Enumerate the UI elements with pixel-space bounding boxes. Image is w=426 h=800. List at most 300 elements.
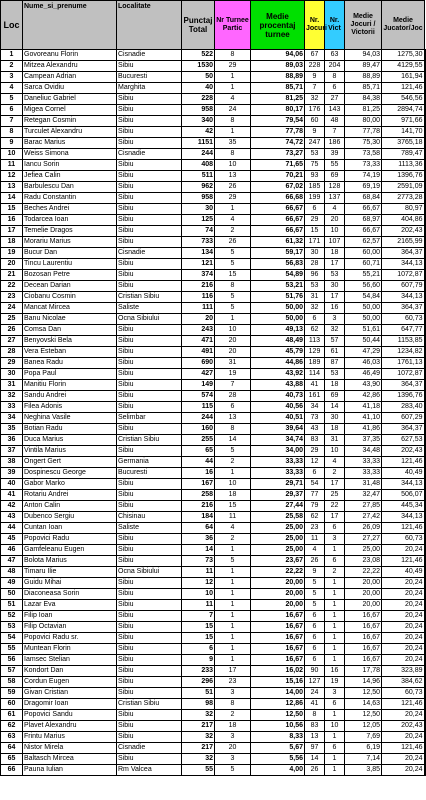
cell-medie-jucator-joc[interactable]: 20,24 <box>382 611 425 622</box>
cell-nr-vict[interactable]: 1 <box>325 545 345 556</box>
cell-nr-vict[interactable]: 3 <box>325 534 345 545</box>
cell-localitate[interactable]: Sibiu <box>117 721 182 732</box>
cell-medie-jucator-joc[interactable]: 20,24 <box>382 710 425 721</box>
cell-nr-jocuri[interactable]: 90 <box>305 666 325 677</box>
cell-name[interactable]: Dubenco Sergiu <box>23 512 117 523</box>
cell-medie-jocuri-victorii[interactable]: 73,58 <box>345 149 382 160</box>
cell-nr-turnee[interactable]: 26 <box>215 182 251 193</box>
cell-medie-jocuri-victorii[interactable]: 77,78 <box>345 127 382 138</box>
cell-medie-jucator-joc[interactable]: 202,43 <box>382 721 425 732</box>
cell-medie-jocuri-victorii[interactable]: 22,22 <box>345 567 382 578</box>
cell-medie-jucator-joc[interactable]: 20,24 <box>382 589 425 600</box>
cell-nr-turnee[interactable]: 19 <box>215 369 251 380</box>
cell-localitate[interactable]: Sibiu <box>117 600 182 611</box>
cell-localitate[interactable]: Sibiu <box>117 391 182 402</box>
cell-medie-procentaj[interactable]: 40,51 <box>251 413 305 424</box>
cell-loc[interactable]: 40 <box>1 479 23 490</box>
cell-punctaj[interactable]: 16 <box>182 468 215 479</box>
cell-medie-jucator-joc[interactable]: 20,24 <box>382 622 425 633</box>
cell-punctaj[interactable]: 36 <box>182 534 215 545</box>
cell-medie-procentaj[interactable]: 73,27 <box>251 149 305 160</box>
cell-medie-jocuri-victorii[interactable]: 20,00 <box>345 589 382 600</box>
cell-nr-vict[interactable]: 63 <box>325 50 345 61</box>
cell-nr-jocuri[interactable]: 127 <box>305 677 325 688</box>
cell-name[interactable]: Mancat Mircea <box>23 303 117 314</box>
cell-nr-vict[interactable]: 17 <box>325 512 345 523</box>
table-row[interactable] <box>1 644 425 655</box>
cell-nr-jocuri[interactable]: 247 <box>305 138 325 149</box>
cell-medie-jocuri-victorii[interactable]: 14,63 <box>345 699 382 710</box>
cell-medie-procentaj[interactable]: 29,37 <box>251 490 305 501</box>
cell-nr-turnee[interactable]: 8 <box>215 699 251 710</box>
cell-medie-jucator-joc[interactable]: 121,46 <box>382 83 425 94</box>
cell-loc[interactable]: 19 <box>1 248 23 259</box>
cell-nr-turnee[interactable]: 1 <box>215 468 251 479</box>
cell-punctaj[interactable]: 111 <box>182 303 215 314</box>
cell-nr-vict[interactable]: 18 <box>325 380 345 391</box>
cell-nr-vict[interactable]: 69 <box>325 171 345 182</box>
cell-nr-vict[interactable]: 31 <box>325 435 345 446</box>
table-row[interactable] <box>1 204 425 215</box>
cell-nr-jocuri[interactable]: 30 <box>305 248 325 259</box>
cell-nr-turnee[interactable]: 1 <box>215 204 251 215</box>
cell-loc[interactable]: 7 <box>1 116 23 127</box>
cell-loc[interactable]: 9 <box>1 138 23 149</box>
cell-punctaj[interactable]: 50 <box>182 72 215 83</box>
cell-medie-procentaj[interactable]: 59,17 <box>251 248 305 259</box>
cell-nr-vict[interactable]: 6 <box>325 556 345 567</box>
table-row[interactable] <box>1 50 425 61</box>
cell-nr-turnee[interactable]: 20 <box>215 743 251 754</box>
cell-medie-jocuri-victorii[interactable]: 25,00 <box>345 545 382 556</box>
cell-localitate[interactable]: Rm Valcea <box>117 765 182 776</box>
cell-medie-jocuri-victorii[interactable]: 84,38 <box>345 94 382 105</box>
cell-loc[interactable]: 2 <box>1 61 23 72</box>
table-row[interactable] <box>1 424 425 435</box>
cell-nr-vict[interactable]: 204 <box>325 61 345 72</box>
cell-medie-jocuri-victorii[interactable]: 66,67 <box>345 204 382 215</box>
cell-nr-turnee[interactable]: 4 <box>215 215 251 226</box>
table-row[interactable] <box>1 578 425 589</box>
cell-loc[interactable]: 41 <box>1 490 23 501</box>
cell-medie-procentaj[interactable]: 50,00 <box>251 314 305 325</box>
cell-localitate[interactable]: Sibiu <box>117 501 182 512</box>
cell-loc[interactable]: 34 <box>1 413 23 424</box>
cell-nr-vict[interactable]: 3 <box>325 688 345 699</box>
cell-loc[interactable]: 20 <box>1 259 23 270</box>
cell-nr-jocuri[interactable]: 4 <box>305 545 325 556</box>
cell-punctaj[interactable]: 64 <box>182 523 215 534</box>
cell-nr-jocuri[interactable]: 185 <box>305 182 325 193</box>
cell-medie-procentaj[interactable]: 29,71 <box>251 479 305 490</box>
cell-nr-jocuri[interactable]: 113 <box>305 336 325 347</box>
cell-medie-jocuri-victorii[interactable]: 34,48 <box>345 446 382 457</box>
cell-punctaj[interactable]: 1151 <box>182 138 215 149</box>
cell-punctaj[interactable]: 374 <box>182 270 215 281</box>
cell-nr-jocuri[interactable]: 176 <box>305 105 325 116</box>
cell-name[interactable]: Popovici Radu sr. <box>23 633 117 644</box>
table-row[interactable] <box>1 534 425 545</box>
cell-punctaj[interactable]: 32 <box>182 710 215 721</box>
cell-localitate[interactable]: Sibiu <box>117 204 182 215</box>
cell-nr-turnee[interactable]: 1 <box>215 633 251 644</box>
cell-medie-jucator-joc[interactable]: 384,62 <box>382 677 425 688</box>
cell-nr-jocuri[interactable]: 54 <box>305 479 325 490</box>
cell-nr-vict[interactable]: 10 <box>325 226 345 237</box>
cell-medie-jocuri-victorii[interactable]: 88,89 <box>345 72 382 83</box>
cell-medie-jocuri-victorii[interactable]: 33,33 <box>345 468 382 479</box>
cell-name[interactable]: Iancu Sorin <box>23 160 117 171</box>
cell-localitate[interactable]: Sibiu <box>117 402 182 413</box>
cell-medie-jucator-joc[interactable]: 506,07 <box>382 490 425 501</box>
cell-medie-jocuri-victorii[interactable]: 80,00 <box>345 116 382 127</box>
cell-name[interactable]: Govoreanu Florin <box>23 50 117 61</box>
cell-name[interactable]: Timaru Ilie <box>23 567 117 578</box>
cell-nr-turnee[interactable]: 5 <box>215 259 251 270</box>
cell-punctaj[interactable]: 51 <box>182 688 215 699</box>
cell-medie-jucator-joc[interactable]: 607,29 <box>382 413 425 424</box>
cell-medie-jucator-joc[interactable]: 2591,09 <box>382 182 425 193</box>
cell-medie-procentaj[interactable]: 70,21 <box>251 171 305 182</box>
cell-medie-jocuri-victorii[interactable]: 27,27 <box>345 534 382 545</box>
cell-loc[interactable]: 31 <box>1 380 23 391</box>
cell-name[interactable]: Nistor Mirela <box>23 743 117 754</box>
cell-nr-turnee[interactable]: 11 <box>215 512 251 523</box>
cell-punctaj[interactable]: 184 <box>182 512 215 523</box>
cell-nr-turnee[interactable]: 1 <box>215 567 251 578</box>
cell-nr-vict[interactable]: 53 <box>325 270 345 281</box>
cell-medie-procentaj[interactable]: 27,44 <box>251 501 305 512</box>
cell-nr-vict[interactable]: 19 <box>325 677 345 688</box>
cell-loc[interactable]: 25 <box>1 314 23 325</box>
cell-nr-turnee[interactable]: 5 <box>215 556 251 567</box>
cell-nr-vict[interactable]: 1 <box>325 710 345 721</box>
cell-medie-jocuri-victorii[interactable]: 46,03 <box>345 358 382 369</box>
cell-localitate[interactable]: Sibiu <box>117 138 182 149</box>
cell-nr-jocuri[interactable]: 9 <box>305 127 325 138</box>
cell-loc[interactable]: 16 <box>1 215 23 226</box>
cell-nr-turnee[interactable]: 31 <box>215 358 251 369</box>
cell-medie-jucator-joc[interactable]: 121,46 <box>382 523 425 534</box>
cell-loc[interactable]: 6 <box>1 105 23 116</box>
cell-punctaj[interactable]: 14 <box>182 545 215 556</box>
cell-localitate[interactable]: Sibiu <box>117 479 182 490</box>
cell-nr-vict[interactable]: 69 <box>325 391 345 402</box>
cell-punctaj[interactable]: 116 <box>182 292 215 303</box>
cell-loc[interactable]: 27 <box>1 336 23 347</box>
cell-medie-procentaj[interactable]: 12,86 <box>251 699 305 710</box>
cell-loc[interactable]: 55 <box>1 644 23 655</box>
cell-nr-vict[interactable]: 2 <box>325 567 345 578</box>
cell-localitate[interactable]: Saliste <box>117 523 182 534</box>
cell-localitate[interactable]: Sibiu <box>117 710 182 721</box>
cell-loc[interactable]: 48 <box>1 567 23 578</box>
cell-localitate[interactable]: Sibiu <box>117 380 182 391</box>
cell-loc[interactable]: 61 <box>1 710 23 721</box>
cell-punctaj[interactable]: 42 <box>182 127 215 138</box>
cell-punctaj[interactable]: 216 <box>182 501 215 512</box>
cell-medie-jocuri-victorii[interactable]: 14,96 <box>345 677 382 688</box>
cell-loc[interactable]: 11 <box>1 160 23 171</box>
table-row[interactable] <box>1 171 425 182</box>
cell-nr-jocuri[interactable]: 67 <box>305 50 325 61</box>
cell-medie-procentaj[interactable]: 20,00 <box>251 578 305 589</box>
cell-localitate[interactable]: Sibiu <box>117 424 182 435</box>
cell-nr-vict[interactable]: 30 <box>325 281 345 292</box>
cell-medie-jocuri-victorii[interactable]: 68,97 <box>345 215 382 226</box>
cell-nr-vict[interactable]: 1 <box>325 633 345 644</box>
cell-medie-procentaj[interactable]: 10,56 <box>251 721 305 732</box>
cell-medie-jucator-joc[interactable]: 344,13 <box>382 292 425 303</box>
cell-nr-jocuri[interactable]: 26 <box>305 556 325 567</box>
cell-loc[interactable]: 10 <box>1 149 23 160</box>
cell-loc[interactable]: 66 <box>1 765 23 776</box>
cell-nr-turnee[interactable]: 1 <box>215 545 251 556</box>
cell-medie-procentaj[interactable]: 20,00 <box>251 589 305 600</box>
cell-name[interactable]: Decean Darian <box>23 281 117 292</box>
cell-nr-jocuri[interactable]: 53 <box>305 149 325 160</box>
cell-name[interactable]: Migea Cornel <box>23 105 117 116</box>
cell-nr-turnee[interactable]: 5 <box>215 292 251 303</box>
cell-nr-turnee[interactable]: 14 <box>215 435 251 446</box>
cell-punctaj[interactable]: 958 <box>182 193 215 204</box>
cell-nr-jocuri[interactable]: 5 <box>305 578 325 589</box>
cell-medie-jocuri-victorii[interactable]: 54,84 <box>345 292 382 303</box>
cell-medie-jucator-joc[interactable]: 1396,76 <box>382 171 425 182</box>
cell-medie-jucator-joc[interactable]: 971,66 <box>382 116 425 127</box>
cell-localitate[interactable]: Sibiu <box>117 589 182 600</box>
cell-localitate[interactable]: Sibiu <box>117 545 182 556</box>
cell-nr-vict[interactable]: 1 <box>325 589 345 600</box>
cell-medie-jucator-joc[interactable]: 20,24 <box>382 633 425 644</box>
cell-name[interactable]: Benyovski Bela <box>23 336 117 347</box>
header-nr-jocuri[interactable]: Nr. Jocuri <box>305 1 325 50</box>
cell-medie-procentaj[interactable]: 51,76 <box>251 292 305 303</box>
cell-loc[interactable]: 3 <box>1 72 23 83</box>
cell-loc[interactable]: 33 <box>1 402 23 413</box>
cell-nr-vict[interactable]: 17 <box>325 479 345 490</box>
header-punctaj[interactable]: Punctaj Total <box>182 1 215 50</box>
cell-nr-turnee[interactable]: 20 <box>215 336 251 347</box>
table-row[interactable] <box>1 611 425 622</box>
cell-nr-turnee[interactable]: 1 <box>215 611 251 622</box>
cell-nr-turnee[interactable]: 1 <box>215 83 251 94</box>
cell-nr-jocuri[interactable]: 9 <box>305 567 325 578</box>
header-medie-jocuri-victorii[interactable]: Medie Jocuri / Victorii <box>345 1 382 50</box>
cell-loc[interactable]: 53 <box>1 622 23 633</box>
cell-medie-procentaj[interactable]: 40,73 <box>251 391 305 402</box>
cell-medie-jucator-joc[interactable]: 2894,74 <box>382 105 425 116</box>
cell-medie-procentaj[interactable]: 81,25 <box>251 94 305 105</box>
cell-nr-vict[interactable]: 32 <box>325 325 345 336</box>
cell-localitate[interactable]: Sibiu <box>117 193 182 204</box>
cell-medie-procentaj[interactable]: 16,02 <box>251 666 305 677</box>
cell-medie-jocuri-victorii[interactable]: 85,71 <box>345 83 382 94</box>
cell-medie-procentaj[interactable]: 25,00 <box>251 523 305 534</box>
cell-name[interactable]: Muntean Florin <box>23 644 117 655</box>
cell-medie-jocuri-victorii[interactable]: 50,00 <box>345 314 382 325</box>
cell-nr-turnee[interactable]: 4 <box>215 523 251 534</box>
cell-punctaj[interactable]: 427 <box>182 369 215 380</box>
cell-medie-jucator-joc[interactable]: 2165,99 <box>382 237 425 248</box>
cell-punctaj[interactable]: 296 <box>182 677 215 688</box>
cell-medie-jucator-joc[interactable]: 283,40 <box>382 402 425 413</box>
cell-medie-jucator-joc[interactable]: 647,77 <box>382 325 425 336</box>
table-row[interactable] <box>1 556 425 567</box>
cell-punctaj[interactable]: 55 <box>182 765 215 776</box>
cell-medie-procentaj[interactable]: 43,88 <box>251 380 305 391</box>
cell-punctaj[interactable]: 115 <box>182 402 215 413</box>
cell-name[interactable]: Dragomir Ioan <box>23 699 117 710</box>
cell-localitate[interactable]: Sibiu <box>117 94 182 105</box>
cell-nr-turnee[interactable]: 5 <box>215 446 251 457</box>
cell-medie-jucator-joc[interactable]: 60,73 <box>382 534 425 545</box>
cell-nr-jocuri[interactable]: 6 <box>305 611 325 622</box>
cell-localitate[interactable]: Sibiu <box>117 270 182 281</box>
cell-nr-turnee[interactable]: 3 <box>215 688 251 699</box>
cell-name[interactable]: Neghina Vasile <box>23 413 117 424</box>
cell-loc[interactable]: 8 <box>1 127 23 138</box>
cell-name[interactable]: Duca Marius <box>23 435 117 446</box>
cell-medie-procentaj[interactable]: 66,67 <box>251 226 305 237</box>
cell-medie-jocuri-victorii[interactable]: 37,35 <box>345 435 382 446</box>
table-row[interactable] <box>1 237 425 248</box>
cell-medie-procentaj[interactable]: 50,00 <box>251 303 305 314</box>
cell-name[interactable]: Tincu Laurentiu <box>23 259 117 270</box>
cell-nr-turnee[interactable]: 5 <box>215 248 251 259</box>
cell-nr-jocuri[interactable]: 73 <box>305 413 325 424</box>
cell-nr-vict[interactable]: 10 <box>325 446 345 457</box>
cell-medie-jocuri-victorii[interactable]: 27,85 <box>345 501 382 512</box>
cell-medie-jocuri-victorii[interactable]: 7,69 <box>345 732 382 743</box>
table-row[interactable] <box>1 545 425 556</box>
cell-medie-procentaj[interactable]: 25,00 <box>251 534 305 545</box>
cell-medie-procentaj[interactable]: 16,67 <box>251 655 305 666</box>
cell-medie-procentaj[interactable]: 66,67 <box>251 204 305 215</box>
table-row[interactable] <box>1 567 425 578</box>
cell-nr-turnee[interactable]: 8 <box>215 424 251 435</box>
cell-nr-vict[interactable]: 20 <box>325 215 345 226</box>
cell-nr-turnee[interactable]: 8 <box>215 50 251 61</box>
cell-name[interactable]: Cuntan Ioan <box>23 523 117 534</box>
table-row[interactable] <box>1 347 425 358</box>
cell-nr-turnee[interactable]: 29 <box>215 61 251 72</box>
cell-nr-vict[interactable]: 61 <box>325 347 345 358</box>
cell-name[interactable]: Vintila Marius <box>23 446 117 457</box>
cell-nr-vict[interactable]: 39 <box>325 149 345 160</box>
cell-name[interactable]: Gamfeleanu Eugen <box>23 545 117 556</box>
cell-punctaj[interactable]: 32 <box>182 732 215 743</box>
cell-medie-jucator-joc[interactable]: 20,24 <box>382 578 425 589</box>
cell-name[interactable]: Morariu Marius <box>23 237 117 248</box>
cell-nr-vict[interactable]: 1 <box>325 578 345 589</box>
cell-medie-jucator-joc[interactable]: 344,13 <box>382 479 425 490</box>
cell-medie-jucator-joc[interactable]: 202,43 <box>382 226 425 237</box>
cell-nr-turnee[interactable]: 20 <box>215 347 251 358</box>
cell-name[interactable]: Iamsec Stelian <box>23 655 117 666</box>
table-row[interactable] <box>1 138 425 149</box>
cell-punctaj[interactable]: 98 <box>182 699 215 710</box>
cell-loc[interactable]: 28 <box>1 347 23 358</box>
cell-nr-jocuri[interactable]: 79 <box>305 501 325 512</box>
cell-medie-jocuri-victorii[interactable]: 16,67 <box>345 611 382 622</box>
cell-name[interactable]: Barbulescu Dan <box>23 182 117 193</box>
cell-loc[interactable]: 57 <box>1 666 23 677</box>
cell-loc[interactable]: 23 <box>1 292 23 303</box>
cell-punctaj[interactable]: 134 <box>182 248 215 259</box>
cell-nr-turnee[interactable]: 1 <box>215 314 251 325</box>
cell-medie-jucator-joc[interactable]: 161,94 <box>382 72 425 83</box>
cell-medie-procentaj[interactable]: 89,03 <box>251 61 305 72</box>
cell-loc[interactable]: 15 <box>1 204 23 215</box>
cell-name[interactable]: Plavet Alexandru <box>23 721 117 732</box>
cell-localitate[interactable]: Sibiu <box>117 259 182 270</box>
table-row[interactable] <box>1 259 425 270</box>
cell-nr-jocuri[interactable]: 97 <box>305 743 325 754</box>
cell-nr-vict[interactable]: 6 <box>325 743 345 754</box>
cell-punctaj[interactable]: 30 <box>182 204 215 215</box>
cell-nr-turnee[interactable]: 7 <box>215 380 251 391</box>
cell-name[interactable]: Mitzea Alexandru <box>23 61 117 72</box>
table-row[interactable] <box>1 127 425 138</box>
cell-localitate[interactable]: Sibiu <box>117 369 182 380</box>
cell-nr-vict[interactable]: 16 <box>325 666 345 677</box>
cell-medie-jucator-joc[interactable]: 20,24 <box>382 754 425 765</box>
cell-medie-procentaj[interactable]: 14,00 <box>251 688 305 699</box>
cell-medie-jucator-joc[interactable]: 121,46 <box>382 699 425 710</box>
cell-medie-jucator-joc[interactable]: 1072,87 <box>382 369 425 380</box>
cell-nr-jocuri[interactable]: 31 <box>305 292 325 303</box>
table-row[interactable] <box>1 160 425 171</box>
cell-loc[interactable]: 13 <box>1 182 23 193</box>
cell-medie-procentaj[interactable]: 22,22 <box>251 567 305 578</box>
cell-nr-vict[interactable]: 48 <box>325 116 345 127</box>
cell-medie-jucator-joc[interactable]: 60,73 <box>382 314 425 325</box>
cell-localitate[interactable]: Sibiu <box>117 336 182 347</box>
table-row[interactable] <box>1 281 425 292</box>
cell-loc[interactable]: 26 <box>1 325 23 336</box>
cell-nr-vict[interactable]: 1 <box>325 600 345 611</box>
cell-loc[interactable]: 32 <box>1 391 23 402</box>
cell-punctaj[interactable]: 471 <box>182 336 215 347</box>
cell-localitate[interactable]: Sibiu <box>117 160 182 171</box>
table-row[interactable] <box>1 688 425 699</box>
cell-loc[interactable]: 4 <box>1 83 23 94</box>
cell-nr-vict[interactable]: 16 <box>325 303 345 314</box>
cell-nr-jocuri[interactable]: 9 <box>305 72 325 83</box>
cell-name[interactable]: Cordun Eugen <box>23 677 117 688</box>
cell-medie-procentaj[interactable]: 16,67 <box>251 611 305 622</box>
cell-medie-jocuri-victorii[interactable]: 12,50 <box>345 688 382 699</box>
cell-punctaj[interactable]: 11 <box>182 567 215 578</box>
cell-punctaj[interactable]: 243 <box>182 325 215 336</box>
cell-medie-jucator-joc[interactable]: 3765,18 <box>382 138 425 149</box>
cell-medie-procentaj[interactable]: 44,86 <box>251 358 305 369</box>
cell-medie-jucator-joc[interactable]: 80,97 <box>382 204 425 215</box>
cell-medie-procentaj[interactable]: 94,06 <box>251 50 305 61</box>
cell-name[interactable]: Filip Octavian <box>23 622 117 633</box>
cell-medie-procentaj[interactable]: 85,71 <box>251 83 305 94</box>
cell-localitate[interactable]: Sibiu <box>117 281 182 292</box>
cell-nr-jocuri[interactable]: 6 <box>305 468 325 479</box>
cell-nr-jocuri[interactable]: 8 <box>305 710 325 721</box>
cell-nr-jocuri[interactable]: 28 <box>305 259 325 270</box>
cell-nr-turnee[interactable]: 13 <box>215 171 251 182</box>
cell-nr-vict[interactable]: 4 <box>325 204 345 215</box>
cell-nr-jocuri[interactable]: 171 <box>305 237 325 248</box>
table-row[interactable] <box>1 336 425 347</box>
cell-punctaj[interactable]: 65 <box>182 446 215 457</box>
